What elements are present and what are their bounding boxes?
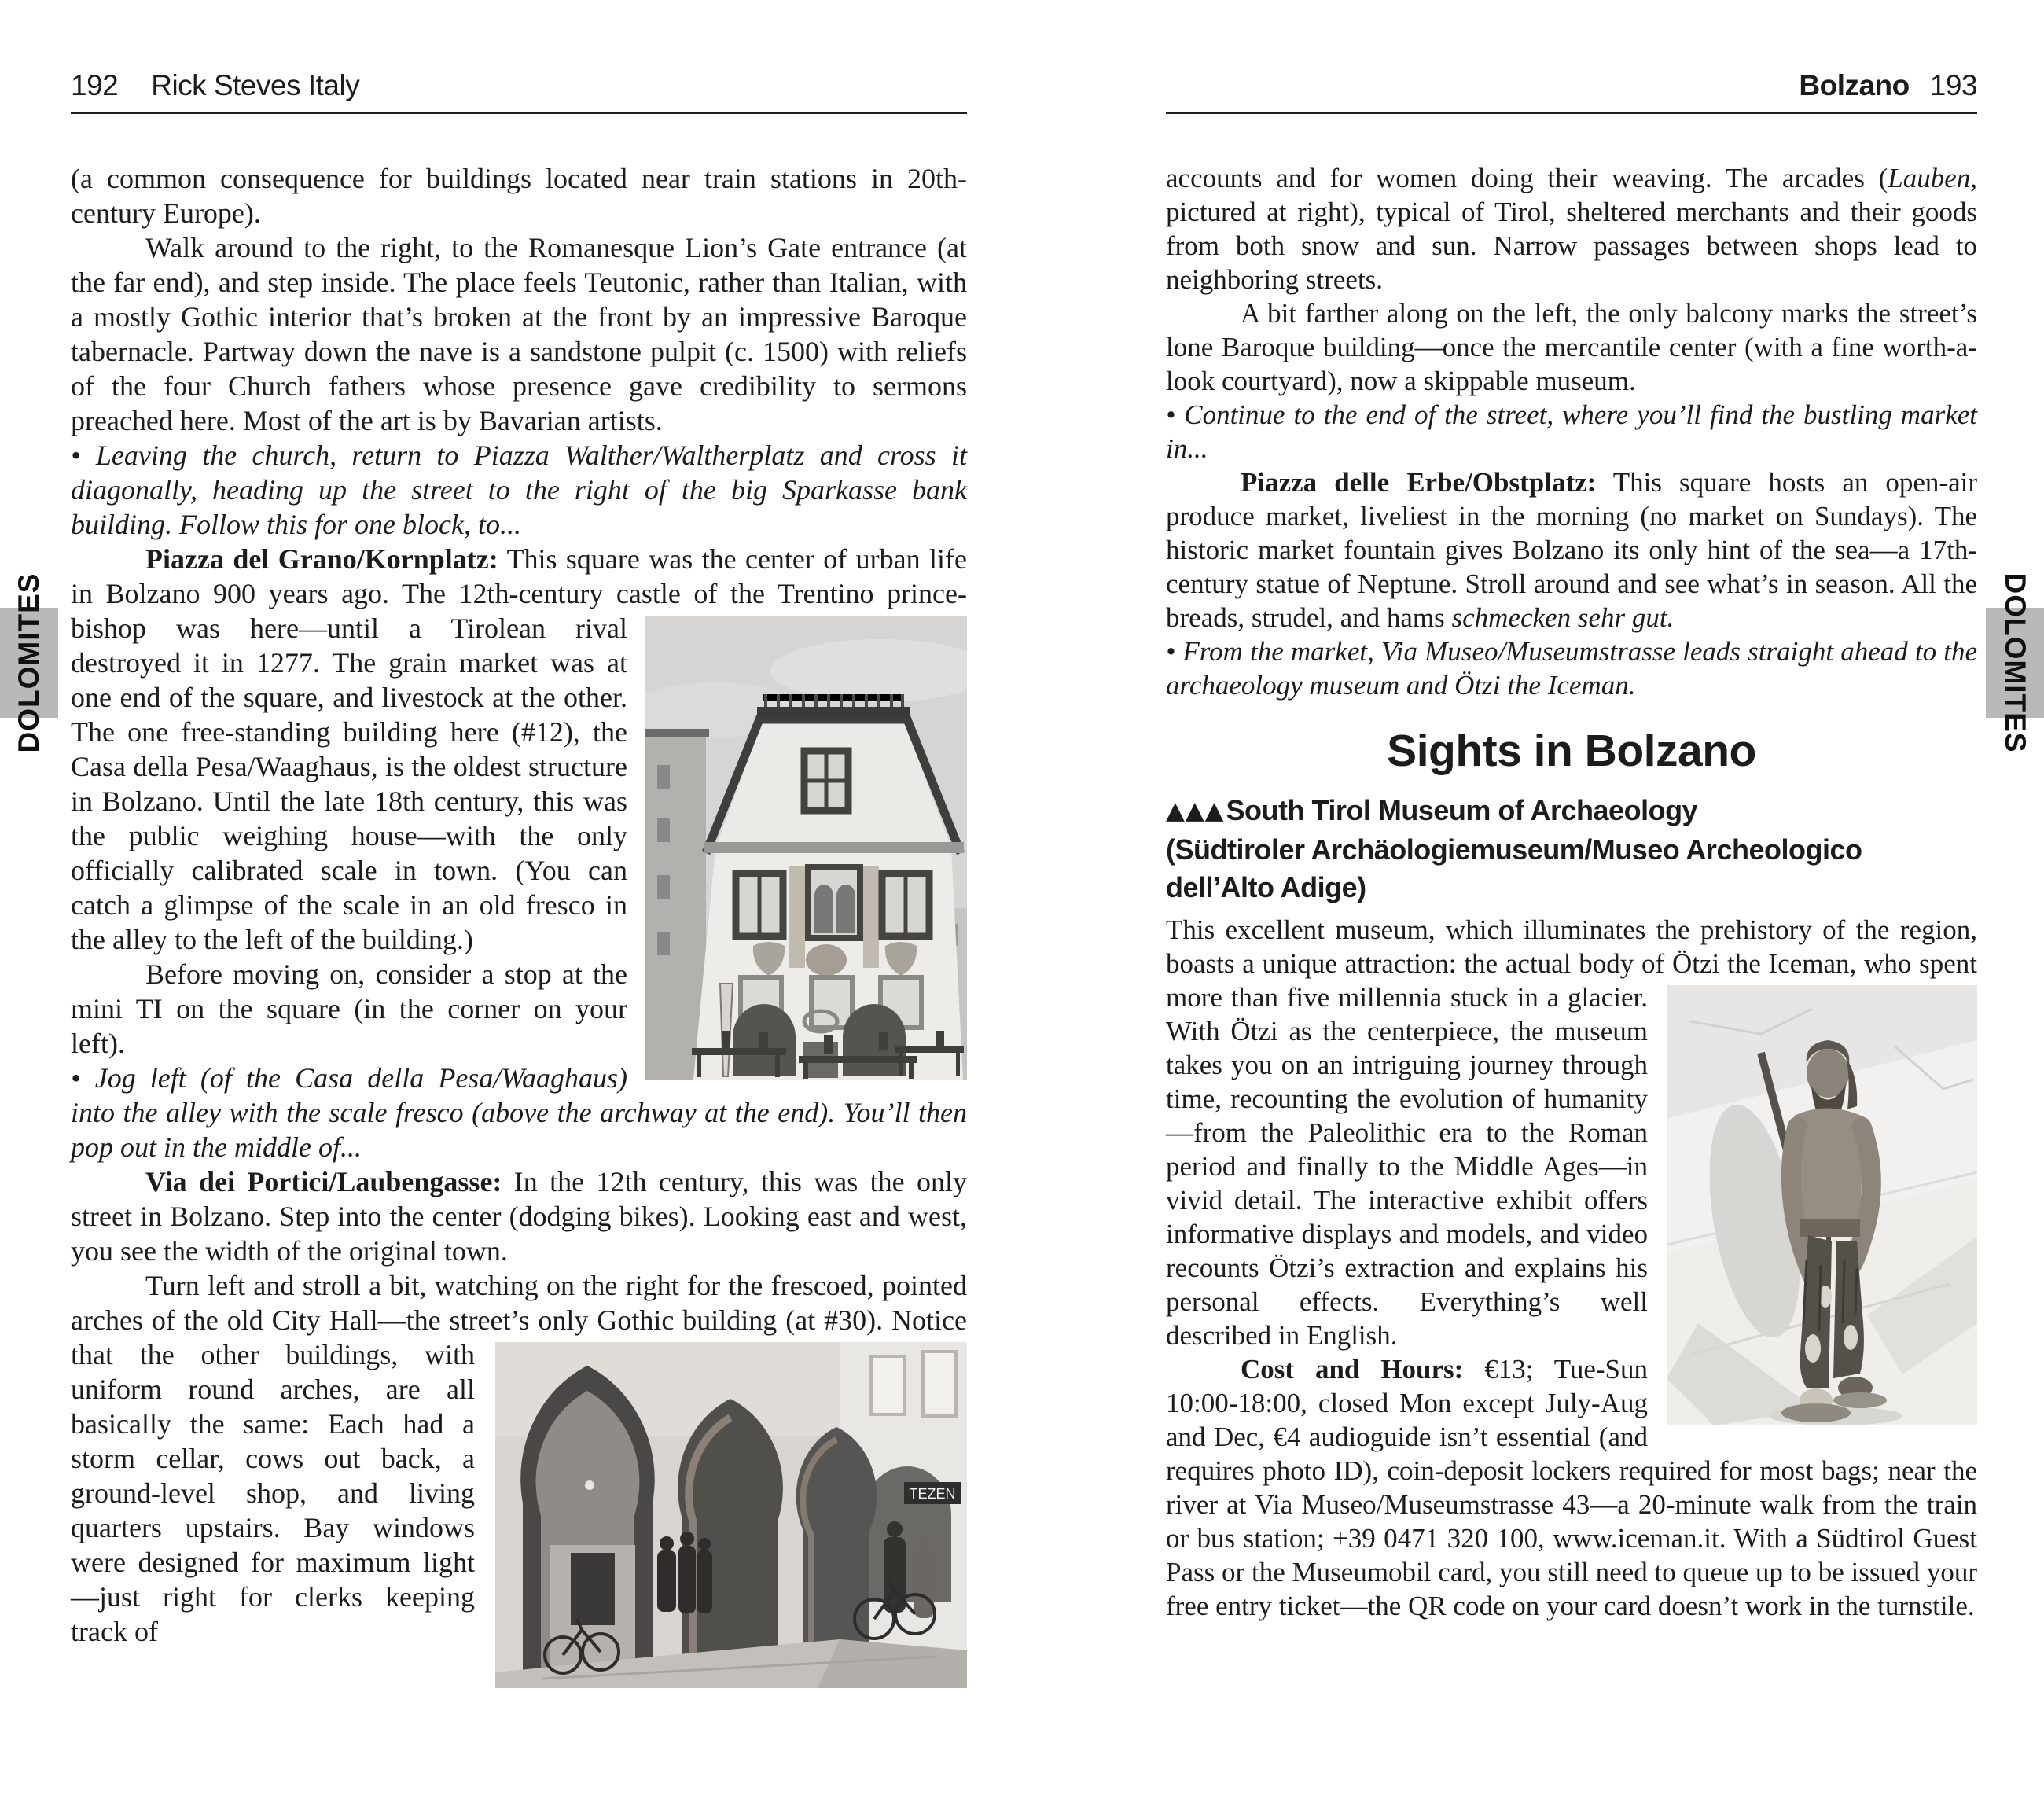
page-number: 193 (1929, 69, 1977, 101)
left-page-text (71, 161, 967, 1694)
walking-directions-to-museum: • From the market, Via Museo/Museumstrasse leads straight ahead to the archaeology museum and Ötzi the Iceman. (1166, 636, 1977, 701)
paragraph-text: accounts and for women doing their weaving. The arcades ( (1166, 163, 1888, 193)
museum-name: South Tirol Museum of Archaeology (1226, 794, 1698, 826)
paragraph-arcades (1166, 161, 1977, 296)
cost-hours-lead: Cost and Hours: (1241, 1354, 1464, 1385)
museum-heading-line3: dell’Alto Adige) (1166, 871, 1366, 903)
section-tab-label: DOLOMITES (13, 572, 45, 753)
paragraph-mini-ti: Before moving on, consider a stop at the mini TI on the square (in the corner on your left). (71, 958, 627, 1059)
building-photo-illustration (645, 616, 967, 1080)
section-tab-dolomites-left (0, 572, 58, 753)
laubengasse-arcades-photo (495, 1342, 967, 1688)
running-header-right (1166, 0, 1977, 114)
walking-directions-to-market: • Continue to the end of the street, where you’ll find the bustling market in... (1166, 399, 1977, 464)
right-page-text (1166, 161, 1977, 1623)
paragraph-text: €13; Tue-Sun 10:00-18:00, closed Mon except July-Aug and Dec, €4 audioguide isn’t essential (and requires photo ID), coin-deposit lockers required for most bags; near the river at Via Museo/Museumstrasse 43—a 20-minute walk from the train or bus station; +39 0471 320 100, www.iceman.it. With a Südtirol Guest Pass or the Museumobil card, you still need to queue up to be issued your free entry ticket—the QR code on your card doesn’t work in the turnstile. (1166, 1354, 1977, 1621)
museum-heading-line1 (1166, 792, 1977, 831)
casa-della-pesa-photo (645, 616, 967, 1080)
arcades-photo-illustration (495, 1342, 967, 1688)
german-phrase: schmecken sehr gut. (1451, 602, 1675, 633)
otzi-photo-illustration (1667, 985, 1977, 1425)
paragraph-text: This square was the center of urban life in Bolzano 900 years ago. The 12th-century castle of (71, 543, 968, 609)
paragraph-text: building (at #30). Notice that the other buildings, with uniform round arches, are all basically the same: Each had a storm cellar, cows out back, a ground-level shop, and living quarters upstairs. Bay windows were designed for maximum light—just right for clerks keeping track of (71, 1304, 967, 1647)
paragraph-text: In the 12th century, this was the only street in Bolzano. Step into the center (dodging bikes). Looking east and west, you see the width of the original town. (71, 1166, 968, 1267)
italian-term: Lauben, (1888, 163, 1977, 193)
paragraph-baroque-building: A bit farther along on the left, the only balcony marks the street’s lone Baroque building—once the mercantile center (with a fine worth-a-look courtyard), now a skippable museum. (1166, 298, 1977, 396)
otzi-iceman-photo (1667, 985, 1977, 1425)
paragraph-via-dei-portici (71, 1164, 967, 1268)
place-name-lead: Via dei Portici/Laubengasse: (145, 1166, 502, 1197)
book-title: Rick Steves Italy (151, 69, 360, 101)
paragraph-piazza-delle-erbe (1166, 465, 1977, 634)
page-number: 192 (71, 69, 119, 101)
right-page (1166, 0, 1977, 1817)
museum-heading (1166, 792, 1977, 907)
three-triangle-rating-icon: ▲▲▲ (1166, 796, 1225, 825)
paragraph-train-stations: (a common consequence for buildings located near train stations in 20th-century Europe). (71, 163, 967, 229)
paragraph-text: Ötzi the Iceman, who spent more than five millennia stuck in a glacier. With Ötzi as the centerpiece, the museum takes you on an intriguing journey through time, recounting the evolution of humanity—from the Paleolithic era to the Roman period and finally to the Middle Ages—in vivid detail. The interactive exhibit offers informative displays and models, and video recounts Ötzi’s extraction and explains his personal effects. Everything’s well described in English. (1166, 948, 1978, 1351)
sights-section-heading: Sights in Bolzano (1387, 726, 1756, 776)
paragraph-museum-description (1166, 913, 1977, 1352)
place-name-lead: Piazza delle Erbe/Obstplatz: (1241, 467, 1597, 498)
paragraph-text: Turn left and stroll a bit, watching on the right for the frescoed, pointed arches of the old City Hall—the street’s only Gothic (71, 1270, 967, 1336)
section-tab-label: DOLOMITES (1999, 572, 2031, 753)
paragraph-piazza-del-grano (71, 542, 967, 957)
paragraph-text: This excellent museum, which illuminates the prehistory of the region, boasts a unique attraction: the actual body of (1166, 914, 1977, 979)
walking-directions-to-laubengasse: • Jog left (of the Casa della Pesa/Waaghaus) into the alley with the scale fresco (above the archway at the end). You’ll then pop out in the middle of... (71, 1062, 967, 1163)
chapter-title: Bolzano (1799, 69, 1910, 101)
left-page (71, 0, 967, 1817)
paragraph-church-interior: Walk around to the right, to the Romanesque Lion’s Gate entrance (at the far end), and step inside. The place feels Teutonic, rather than Italian, with a mostly Gothic interior that’s broken at the front by an impressive Baroque tabernacle. Partway down the nave is a sandstone pulpit (c. 1500) with reliefs of the four Church fathers whose presence gave credibility to sermons preached here. Most of the art is by Bavarian artists. (71, 232, 967, 436)
walking-directions-to-kornplatz: • Leaving the church, return to Piazza Walther/Waltherplatz and cross it diagonally, heading up the street to the right of the big Sparkasse bank building. Follow this for one block, to... (71, 440, 967, 540)
svg-text:TEZEN: TEZEN (909, 1486, 956, 1502)
museum-heading-line2: (Südtiroler Archäologiemuseum/Museo Archeologico (1166, 833, 1862, 866)
paragraph-text: pictured at right), typical of Tirol, sheltered merchants and their goods from both snow and sun. Narrow passages between shops lead to neighboring streets. (1166, 197, 1977, 295)
paragraph-city-hall (71, 1268, 967, 1649)
running-header-left (71, 0, 967, 114)
place-name-lead: Piazza del Grano/Kornplatz: (145, 543, 498, 575)
paragraph-text: This square hosts an open-air produce market, liveliest in the morning (no market on Sundays). The historic market fountain gives Bolzano its only hint of the sea—a 17th-century statue of Neptune. Stroll around and see what’s in season. All the breads, strudel, and hams (1166, 467, 1977, 633)
section-tab-dolomites-right (1986, 572, 2044, 753)
paragraph-text: the Trentino prince-bishop was here—until a Tirolean rival destroyed it in 1277. The grain market was at one end of the square, and livestock at the other. The one free-standing building here (#12), the Casa della Pesa/Waaghaus, is the oldest structure in Bolzano. Until the late 18th century, this was the public weighing house—with the only officially calibrated scale in town. (You can catch a glimpse of the scale in an old fresco in the alley to the left of the building.) (71, 578, 968, 955)
